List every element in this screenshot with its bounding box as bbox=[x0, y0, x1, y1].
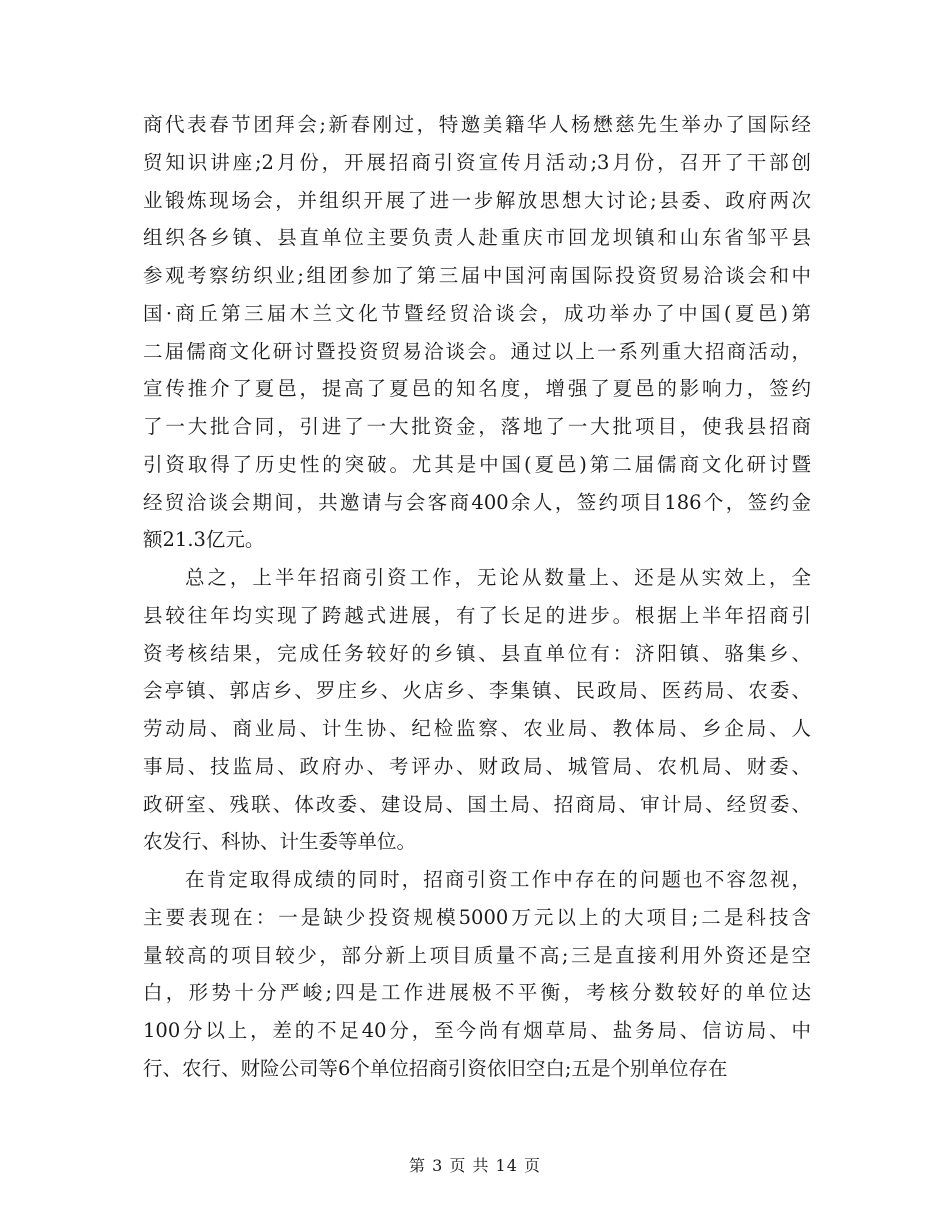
text-line: 贸知识讲座;2月份，开展招商引资宣传月活动;3月份，召开了干部创 bbox=[143, 150, 811, 174]
text-line: 了一大批合同，引进了一大批资金，落地了一大批项目，使我县招商 bbox=[143, 415, 811, 438]
text-line: 组织各乡镇、县直单位主要负责人赴重庆市回龙坝镇和山东省邹平县 bbox=[143, 226, 811, 250]
text-line: 县较往年均实现了跨越式进展，有了长足的进步。根据上半年招商引 bbox=[143, 603, 811, 627]
paragraph bbox=[143, 106, 811, 559]
text-line: 商代表春节团拜会;新春刚过，特邀美籍华人杨懋慈先生举办了国际经 bbox=[143, 113, 811, 136]
text-line: 资考核结果，完成任务较好的乡镇、县直单位有：济阳镇、骆集乡、 bbox=[143, 641, 811, 665]
text-line: 在肯定取得成绩的同时，招商引资工作中存在的问题也不容忽视， bbox=[185, 868, 811, 891]
text-line: 经贸洽谈会期间，共邀请与会客商400余人，签约项目186个，签约金 bbox=[143, 490, 811, 514]
text-line: 引资取得了历史性的突破。尤其是中国(夏邑)第二届儒商文化研讨暨 bbox=[143, 452, 811, 476]
page-footer: 第 3 页 共 14 页 bbox=[409, 1156, 541, 1175]
paragraph bbox=[143, 559, 811, 861]
text-line: 业锻炼现场会，并组织开展了进一步解放思想大讨论;县委、政府两次 bbox=[143, 188, 811, 212]
text-line: 参观考察纺织业;组团参加了第三届中国河南国际投资贸易洽谈会和中 bbox=[143, 264, 811, 287]
text-line: 总之，上半年招商引资工作，无论从数量上、还是从实效上，全 bbox=[185, 566, 811, 589]
text-line: 农发行、科协、计生委等单位。 bbox=[143, 830, 417, 854]
text-line: 100分以上，差的不足40分，至今尚有烟草局、盐务局、信访局、中 bbox=[143, 1019, 811, 1042]
text-line: 事局、技监局、政府办、考评办、财政局、城管局、农机局、财委、 bbox=[143, 754, 811, 778]
text-line: 宣传推介了夏邑，提高了夏邑的知名度，增强了夏邑的影响力，签约 bbox=[143, 377, 811, 401]
text-line: 会亭镇、郭店乡、罗庄乡、火店乡、李集镇、民政局、医药局、农委、 bbox=[143, 679, 811, 703]
text-line: 政研室、残联、体改委、建设局、国土局、招商局、审计局、经贸委、 bbox=[143, 792, 811, 816]
text-line: 劳动局、商业局、计生协、纪检监察、农业局、教体局、乡企局、人 bbox=[143, 717, 811, 740]
text-line: 白，形势十分严峻;四是工作进展极不平衡，考核分数较好的单位达 bbox=[143, 981, 811, 1005]
document-body bbox=[143, 106, 811, 1088]
text-line: 量较高的项目较少，部分新上项目质量不高;三是直接利用外资还是空 bbox=[143, 943, 811, 967]
text-line: 额21.3亿元。 bbox=[143, 528, 265, 552]
text-line: 行、农行、财险公司等6个单位招商引资依旧空白;五是个别单位存在 bbox=[143, 1056, 728, 1080]
text-line: 国·商丘第三届木兰文化节暨经贸洽谈会，成功举办了中国(夏邑)第 bbox=[143, 301, 811, 325]
text-line: 二届儒商文化研讨暨投资贸易洽谈会。通过以上一系列重大招商活动， bbox=[143, 339, 811, 363]
paragraph bbox=[143, 861, 811, 1088]
text-line: 主要表现在：一是缺少投资规模5000万元以上的大项目;二是科技含 bbox=[143, 905, 811, 929]
